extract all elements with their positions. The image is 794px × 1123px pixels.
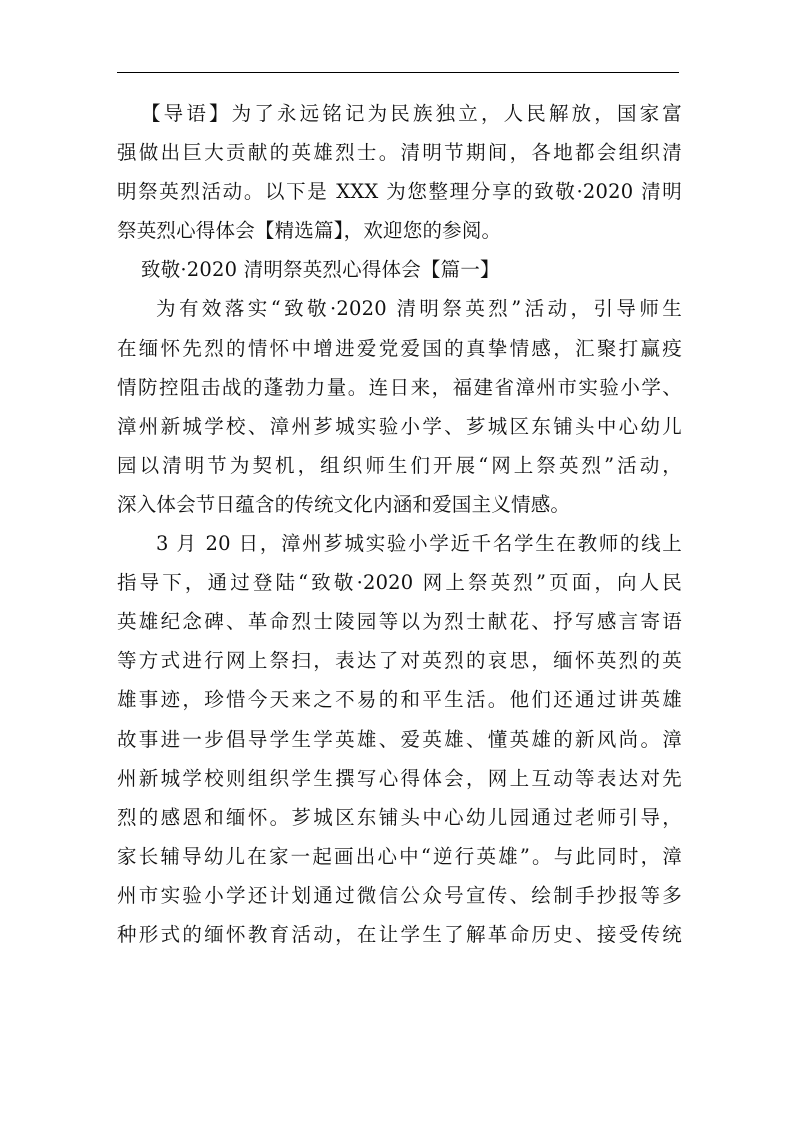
- para1-line-5: 园以清明节为契机，组织师生们开展“网上祭英烈”活动，: [117, 453, 682, 477]
- intro-line-3: 明祭英烈活动。以下是 XXX 为您整理分享的致敬·2020 清明: [117, 180, 682, 204]
- para1-line-3: 情防控阻击战的蓬勃力量。连日来，福建省漳州市实验小学、: [117, 375, 682, 399]
- para1-line-2: 在缅怀先烈的情怀中增进爱党爱国的真挚情感，汇聚打赢疫: [117, 336, 682, 360]
- para2-line-5: 雄事迹，珍惜今天来之不易的和平生活。他们还通过讲英雄: [117, 688, 682, 712]
- para2-line-9: 家长辅导幼儿在家一起画出心中“逆行英雄”。与此同时，漳: [117, 844, 682, 868]
- header-rule: [117, 72, 679, 73]
- para2-line-4: 等方式进行网上祭扫，表达了对英烈的哀思，缅怀英烈的英: [117, 649, 682, 673]
- para2-line-7: 州新城学校则组织学生撰写心得体会，网上互动等表达对先: [117, 766, 682, 790]
- para2-line-3: 英雄纪念碑、革命烈士陵园等以为烈士献花、抒写感言寄语: [117, 610, 682, 634]
- para1-line-6: 深入体会节日蕴含的传统文化内涵和爱国主义情感。: [117, 492, 571, 516]
- para2-line-6: 故事进一步倡导学生学英雄、爱英雄、懂英雄的新风尚。漳: [117, 727, 682, 751]
- section-heading: 致敬·2020 清明祭英烈心得体会【篇一】: [141, 258, 500, 282]
- document-body: [117, 94, 682, 954]
- para2-line-10: 州市实验小学还计划通过微信公众号宣传、绘制手抄报等多: [117, 883, 682, 907]
- para2-line-2: 指导下，通过登陆“致敬·2020 网上祭英烈”页面，向人民: [117, 571, 682, 595]
- para2-line-8: 烈的感恩和缅怀。芗城区东铺头中心幼儿园通过老师引导，: [117, 805, 682, 829]
- para2-line-11: 种形式的缅怀教育活动，在让学生了解革命历史、接受传统: [117, 922, 682, 946]
- intro-line-1: 【导语】为了永远铭记为民族独立，人民解放，国家富: [141, 102, 682, 125]
- para1-line-4: 漳州新城学校、漳州芗城实验小学、芗城区东铺头中心幼儿: [117, 414, 682, 438]
- para2-line-1: 3 月 20 日，漳州芗城实验小学近千名学生在教师的线上: [156, 532, 682, 556]
- para1-line-1: 为有效落实“致敬·2020 清明祭英烈”活动，引导师生: [156, 297, 682, 321]
- intro-line-4: 祭英烈心得体会【精选篇】，欢迎您的参阅。: [117, 219, 502, 243]
- intro-line-2: 强做出巨大贡献的英雄烈士。清明节期间，各地都会组织清: [117, 141, 682, 165]
